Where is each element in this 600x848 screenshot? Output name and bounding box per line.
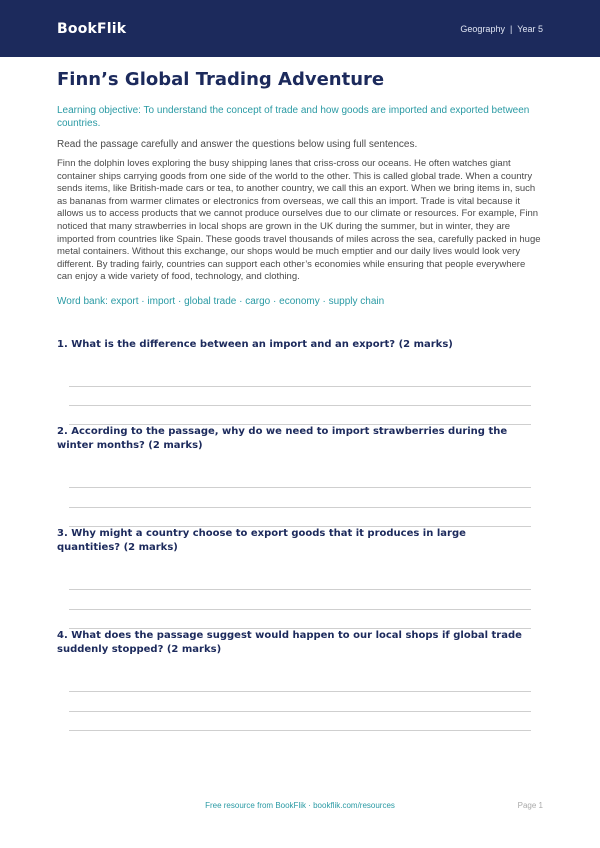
answer-line[interactable] <box>69 386 531 387</box>
footer-credit: Free resource from BookFlik · bookflik.com/resources <box>205 801 395 810</box>
worksheet-content <box>57 64 543 308</box>
subject-year-label <box>460 24 543 34</box>
answer-line[interactable] <box>69 589 531 590</box>
page-header <box>0 0 600 57</box>
question-4 <box>57 628 543 733</box>
answer-line[interactable] <box>69 507 531 508</box>
question-3 <box>57 526 543 616</box>
question-2 <box>57 424 543 514</box>
brand-logo-text: BookFlik <box>57 20 127 37</box>
question-3-text: 3. Why might a country choose to export goods that it produces in large quantities? (2 marks) <box>57 528 466 553</box>
page-number: Page 1 <box>517 801 543 810</box>
question-2-text: 2. According to the passage, why do we need to import strawberries during the winter months? (2 marks) <box>57 426 508 451</box>
answer-line[interactable] <box>69 730 531 731</box>
question-1-text: 1. What is the difference between an import and an export? (2 marks) <box>57 339 453 350</box>
word-bank: Word bank: export · import · global trade · cargo · economy · supply chain <box>57 295 385 307</box>
answer-line[interactable] <box>69 628 531 629</box>
instructions: Read the passage carefully and answer the questions below using full sentences. <box>57 139 418 150</box>
answer-line[interactable] <box>69 424 531 425</box>
meta-separator: | <box>509 23 513 34</box>
answer-line[interactable] <box>69 526 531 527</box>
answer-line[interactable] <box>69 609 531 610</box>
learning-objective: Learning objective: To understand the concept of trade and how goods are imported and exported between countries. <box>57 105 530 129</box>
question-4-text: 4. What does the passage suggest would happen to our local shops if global trade suddenly stopped? (2 marks) <box>57 630 522 655</box>
page-title: Finn’s Global Trading Adventure <box>57 69 385 90</box>
year-label: Year 5 <box>517 23 543 34</box>
answer-line[interactable] <box>69 691 531 692</box>
answer-line[interactable] <box>69 405 531 406</box>
reading-passage: Finn the dolphin loves exploring the busy shipping lanes that criss-cross our oceans. He often watches giant container ships carrying goods from one side of the world to the other. This is called global trade. When a country sends items, like British-made cars or tea, to another country, we call this an export. When we bring items in, such as bananas from warmer climates or electronics from overseas, we call this an import. Trade is vital because it allows us to access products that we cannot produce ourselves due to our climate or resources. For example, Finn noticed that many strawberries in local shops are grown in the UK during the summer, but in winter, they are imported from countries like Spain. These goods travel thousands of miles across the sea, carefully packed in huge metal containers. Without this exchange, our shops would be much emptier and our daily lives would look very different. By trading fairly, countries can support each other’s economies while ensuring that people everywhere can enjoy a wide variety of food, technology, and clothing. <box>57 158 541 283</box>
question-1 <box>57 338 543 408</box>
answer-line[interactable] <box>69 711 531 712</box>
subject-label: Geography <box>460 23 505 34</box>
answer-line[interactable] <box>69 487 531 488</box>
